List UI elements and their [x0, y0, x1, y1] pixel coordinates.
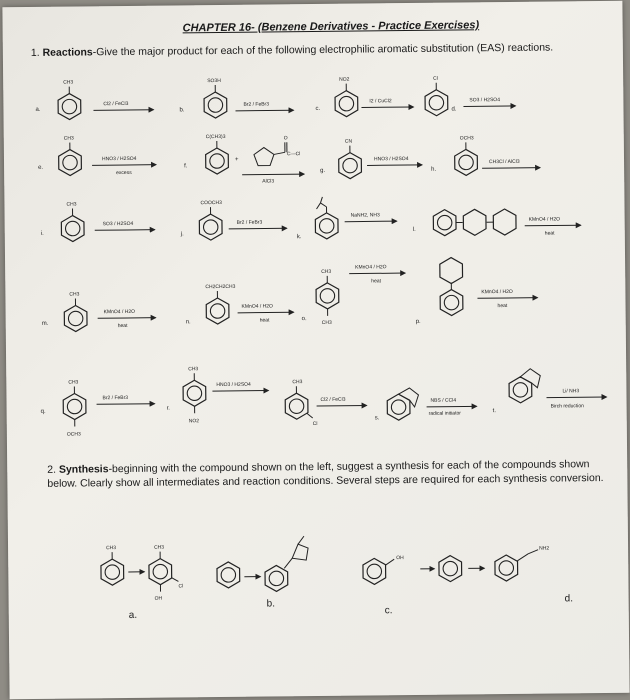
reaction-j	[179, 199, 286, 240]
reaction-f	[184, 133, 305, 185]
reaction-g-substituent: CN	[344, 138, 353, 145]
reaction-i-reagent: SO3 / H2SO4	[102, 220, 134, 228]
question-2	[47, 457, 607, 491]
reaction-r-letter: r.	[166, 405, 170, 412]
reaction-s-letter: s.	[374, 415, 380, 422]
question-2-text: -beginning with the compound shown on the left, suggest a synthesis for each of the compounds shown below. Clearly show all intermediates and reaction conditions. Several steps are required for each synthesis conversion.	[47, 458, 604, 490]
reaction-j-reagent: Br2 / FeBr3	[236, 219, 263, 226]
reaction-i-letter: i.	[40, 230, 44, 237]
synthesis-a-sub-bottom: OH	[154, 595, 163, 602]
synthesis-c-start	[363, 558, 386, 584]
reaction-f-substituent: C(CH3)3	[205, 133, 226, 141]
synthesis-a-target	[149, 559, 172, 585]
reaction-n-reagent: KMnO4 / H2O	[241, 303, 273, 310]
reaction-m-reagent: KMnO4 / H2O	[103, 308, 136, 316]
page-title: CHAPTER 16- (Benzene Derivatives - Practice Exercises)	[182, 19, 480, 35]
reaction-r-reagent: HNO3 / H2SO4	[216, 381, 251, 389]
reaction-a-reagent: Cl2 / FeCl3	[103, 100, 129, 108]
synthesis-a	[101, 544, 184, 621]
reaction-k	[296, 196, 396, 240]
reaction-e-note: excess	[116, 169, 132, 177]
reaction-i	[40, 201, 154, 242]
question-1-text: -Give the major product for each of the following electrophilic aromatic substitution (EAS) reactions.	[92, 41, 554, 59]
biphenyl-ring-1	[433, 210, 456, 236]
reaction-t-letter: t.	[492, 408, 497, 415]
reaction-q-sub-bottom: OCH3	[66, 431, 81, 438]
worksheet-page	[2, 1, 629, 699]
reaction-o	[301, 264, 406, 326]
reaction-j-substituent: COOCH3	[200, 199, 222, 207]
reaction-f-reagent: AlCl3	[262, 178, 275, 185]
reaction-c-letter: c.	[315, 105, 321, 112]
reaction-k-reagent: NaNH2, NH3	[350, 212, 380, 219]
reaction-c-reagent: I2 / CuCl2	[369, 98, 392, 105]
synthesis-d	[468, 545, 573, 605]
reaction-l	[413, 208, 581, 238]
reaction-h	[431, 135, 540, 176]
reaction-g	[320, 138, 422, 179]
synthesis-c	[363, 554, 462, 616]
reaction-b-reagent: Br2 / FeBr3	[243, 101, 270, 108]
reaction-q-reagent: Br2 / FeBr3	[102, 394, 129, 402]
synthesis-a-start	[101, 559, 124, 585]
reaction-l-reagent: KMnO4 / H2O	[528, 216, 561, 223]
reaction-p-note: heat	[497, 302, 508, 310]
reaction-d-reagent: SO3 / H2SO4	[469, 97, 501, 104]
synthesis-a-sub-right: Cl	[178, 583, 184, 590]
reaction-n	[185, 283, 293, 325]
synthesis-d-target	[495, 555, 518, 581]
question-2-keyword: Synthesis	[58, 463, 109, 476]
reaction-d	[425, 75, 516, 116]
reaction-a-arrow	[93, 110, 153, 111]
reaction-e	[38, 135, 156, 177]
reaction-b-letter: b.	[179, 107, 185, 114]
cyclohexyl-ring	[463, 209, 486, 235]
reaction-q	[40, 379, 155, 438]
reaction-m-letter: m.	[41, 320, 49, 327]
benzene-ring-a	[58, 93, 81, 119]
reaction-m	[41, 291, 155, 332]
synthesis-c-sub: OH	[396, 555, 404, 562]
reaction-i-substituent: CH3	[66, 201, 77, 208]
reaction-n-letter: n.	[185, 319, 191, 326]
reaction-t-note: radical initiator	[428, 410, 461, 417]
synthesis-b-start	[217, 562, 240, 588]
reaction-l-letter: l.	[412, 226, 416, 233]
reaction-d-letter: d.	[451, 106, 457, 113]
reaction-r-sub-top: CH3	[188, 366, 199, 373]
reaction-q-letter: q.	[40, 408, 46, 415]
reaction-n-note: heat	[259, 317, 270, 324]
reaction-o-sub-bottom: CH3	[321, 319, 332, 326]
reaction-a-letter: a.	[35, 106, 41, 113]
reaction-s-sub-bottom: Cl	[312, 420, 318, 428]
reaction-e-letter: e.	[38, 164, 44, 171]
reaction-k-letter: k.	[296, 234, 302, 241]
reaction-u-note: Birch reduction	[550, 403, 584, 410]
reaction-h-letter: h.	[431, 166, 437, 173]
cyclopentane-ring	[254, 147, 274, 165]
question-1-keyword: Reactions	[42, 46, 93, 59]
reaction-l-note: heat	[544, 230, 555, 237]
reaction-h-reagent: CH3Cl / AlCl3	[489, 158, 520, 166]
synthesis-a-sub-top: CH3	[154, 544, 165, 551]
scheme-label: +	[234, 156, 239, 163]
reaction-o-reagent: KMnO4 / H2O	[355, 264, 387, 271]
reaction-s-reagent: Cl2 / FeCl3	[320, 396, 346, 403]
cyclohexyl-ring-2	[493, 209, 516, 235]
reaction-scheme	[2, 1, 629, 699]
synthesis-b-target	[265, 565, 288, 591]
reaction-a-substituent: CH3	[63, 79, 74, 86]
question-1-number: 1.	[30, 46, 40, 59]
synthesis-a-start-sub: CH3	[106, 545, 117, 552]
reaction-h-substituent: OCH3	[459, 135, 474, 142]
reaction-p-letter: p.	[415, 318, 421, 325]
reaction-f-acyl: C—Cl	[286, 151, 301, 158]
reaction-f-letter: f.	[184, 163, 188, 170]
reaction-b-substituent: SO3H	[207, 77, 221, 85]
synthesis-b	[217, 536, 309, 610]
reaction-u	[509, 368, 607, 410]
reaction-c	[315, 76, 413, 117]
question-2-number: 2.	[47, 463, 57, 476]
reaction-s-sub-top: CH3	[292, 379, 303, 386]
synthesis-a-letter: a.	[128, 609, 138, 621]
reaction-r-sub-bottom: NO2	[188, 418, 200, 425]
reaction-r	[166, 366, 269, 425]
reaction-e-substituent: CH3	[63, 135, 74, 142]
reaction-o-note: heat	[371, 278, 382, 285]
synthesis-b-letter: b.	[266, 598, 276, 610]
scheme-label: O	[283, 135, 288, 142]
reaction-g-letter: g.	[320, 167, 326, 174]
reaction-c-substituent: NO2	[339, 76, 350, 83]
synthesis-d-sub: NH2	[539, 545, 550, 552]
reaction-t	[387, 387, 496, 420]
reaction-e-reagent: HNO3 / H2SO4	[101, 155, 137, 163]
reaction-o-letter: o.	[301, 316, 307, 323]
reaction-b	[179, 77, 293, 118]
reaction-o-sub-top: CH3	[321, 268, 332, 275]
reaction-g-reagent: HNO3 / H2SO4	[373, 156, 409, 163]
reaction-p	[415, 257, 538, 325]
synthesis-c-letter: c.	[384, 605, 393, 617]
synthesis-d-letter: d.	[564, 593, 574, 605]
reaction-m-note: heat	[117, 322, 128, 330]
reaction-d-substituent: Cl	[433, 75, 438, 82]
reaction-n-substituent: CH2CH2CH3	[205, 283, 236, 291]
reaction-t-reagent: NBS / CCl4	[430, 397, 457, 404]
bicyclic-substituent	[292, 544, 308, 560]
reaction-a	[35, 79, 153, 120]
reaction-u-reagent: Li/ NH3	[562, 388, 580, 395]
reaction-j-letter: j.	[180, 231, 184, 238]
reaction-p-reagent: KMnO4 / H2O	[481, 288, 513, 296]
synthesis-c-target	[439, 555, 462, 581]
reaction-s	[285, 378, 380, 427]
reaction-m-substituent: CH3	[69, 291, 80, 298]
reaction-q-sub-top: CH3	[68, 379, 79, 386]
